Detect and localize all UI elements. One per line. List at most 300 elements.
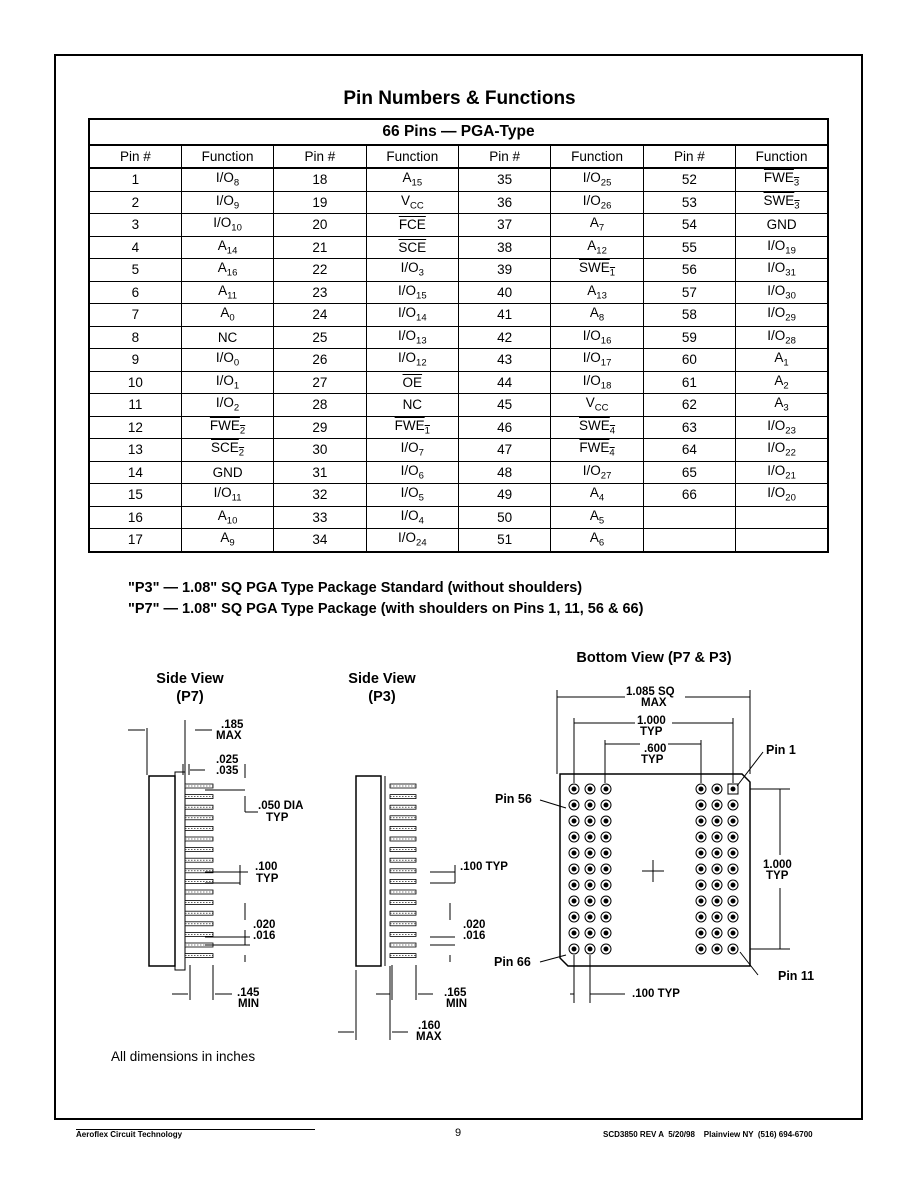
function-name: I/O	[215, 372, 234, 388]
pin-number: 37	[459, 214, 551, 237]
pin-dot	[699, 899, 703, 903]
function-name: I/O	[213, 215, 232, 231]
function-name: I/O	[215, 170, 234, 186]
p7-pins	[185, 784, 213, 958]
pin-dot	[699, 819, 703, 823]
function-subscript: 11	[227, 290, 237, 302]
header-function: Function	[366, 145, 458, 168]
page-number: 9	[455, 1127, 462, 1139]
function-subscript: 12	[596, 245, 607, 257]
function-subscript: 2	[239, 425, 246, 437]
pin-dot	[715, 931, 719, 935]
function-subscript: 15	[416, 290, 427, 302]
function-subscript: 21	[785, 470, 796, 482]
function-name: I/O	[215, 192, 234, 208]
function-name: A	[589, 507, 599, 523]
function-subscript: 5	[418, 493, 424, 505]
pin-dot	[604, 947, 608, 951]
function-name: I/O	[767, 237, 786, 253]
function-name: A	[774, 395, 784, 411]
pin-number: 60	[643, 349, 735, 372]
pin-dot	[604, 803, 608, 807]
pin-number: 38	[459, 236, 551, 259]
function-subscript: 17	[600, 358, 612, 370]
dim-1085: 1.085 SQ	[626, 686, 675, 698]
function-subscript: 7	[418, 448, 424, 460]
function-name: GND	[212, 464, 243, 480]
pin-number: 63	[643, 416, 735, 439]
side-p7-title: Side View	[156, 671, 224, 687]
function-name: NC	[217, 329, 238, 345]
pin-dot	[572, 947, 576, 951]
function-name: $\overline{SCE}$	[398, 239, 427, 255]
pin-number: 50	[459, 506, 551, 529]
function-name: FWE	[394, 417, 425, 433]
dim-025: .025	[216, 754, 239, 766]
pin-dot	[715, 883, 719, 887]
header-pin: Pin #	[643, 145, 735, 168]
function-subscript: 1	[424, 425, 430, 437]
pin-dot	[604, 899, 608, 903]
p7-body	[149, 776, 175, 966]
pin-dot	[731, 883, 735, 887]
function-name: A	[774, 372, 784, 388]
pin-dot	[731, 851, 735, 855]
function-name: I/O	[398, 305, 417, 321]
p3-description: "P3" — 1.08" SQ PGA Type Package Standard (without shoulders)	[128, 580, 583, 596]
dim-1000-top: 1.000	[637, 715, 666, 727]
pin-dot	[699, 787, 703, 791]
pin-dot	[699, 947, 703, 951]
function-name: I/O	[400, 485, 419, 501]
function-subscript: 3	[783, 403, 789, 415]
dim-165: .165	[444, 987, 467, 999]
pin-dot	[588, 803, 592, 807]
function-name: I/O	[398, 282, 417, 298]
pin-number: 36	[459, 191, 551, 214]
side-p3-sub: (P3)	[368, 689, 396, 705]
pin-number: 46	[459, 416, 551, 439]
function-subscript: 6	[418, 470, 424, 482]
pin-number: 15	[89, 484, 181, 507]
pin-dot	[699, 931, 703, 935]
pin-dot	[715, 915, 719, 919]
function-subscript: 7	[598, 223, 605, 235]
function-name: A	[589, 485, 599, 501]
dim-185: .185	[221, 719, 244, 731]
dim-145-min: MIN	[238, 998, 260, 1010]
dim-600-typ: TYP	[641, 754, 664, 766]
pin-number: 41	[459, 304, 551, 327]
pin-dot	[572, 835, 576, 839]
function-subscript: 1	[233, 380, 240, 392]
pin-number: 31	[274, 461, 366, 484]
p7-description: "P7" — 1.08" SQ PGA Type Package (with shoulders on Pins 1, 11, 56 & 66)	[128, 601, 644, 617]
pin-number: 59	[643, 326, 735, 349]
function-subscript: 28	[785, 335, 796, 347]
dim-100-typ: TYP	[256, 873, 279, 885]
pin-1-label: Pin 1	[766, 743, 796, 757]
function-name: SWE	[763, 192, 795, 208]
pin-number: 10	[89, 371, 181, 394]
function-name: A	[218, 282, 228, 298]
dim-050-dia: .050 DIA	[258, 800, 304, 812]
function-name: I/O	[400, 260, 419, 276]
dim-020-p7: .020	[253, 919, 276, 931]
pin-number: 30	[274, 439, 366, 462]
dim-100-typ-bottom: .100 TYP	[632, 988, 680, 1000]
function-name: I/O	[767, 440, 786, 456]
pin-number: 29	[274, 416, 366, 439]
pin-number: 17	[89, 529, 181, 552]
function-subscript: 8	[233, 178, 240, 190]
dim-145: .145	[237, 987, 260, 999]
pin-number: 51	[459, 529, 551, 552]
page-title: Pin Numbers & Functions	[343, 88, 576, 109]
dim-185-max: MAX	[216, 730, 242, 742]
pin-number: 20	[274, 214, 366, 237]
pin-number: 56	[643, 259, 735, 282]
pin-dot	[572, 819, 576, 823]
p3-pins	[390, 784, 416, 958]
function-name: A	[587, 282, 597, 298]
function-name: I/O	[398, 327, 417, 343]
pin-dot	[699, 851, 703, 855]
dim-100-typ-p3: .100 TYP	[460, 861, 508, 873]
function-subscript: 24	[416, 538, 427, 550]
pin-dot	[604, 787, 608, 791]
dim-1000-side-typ: TYP	[766, 870, 789, 882]
pin-number: 48	[459, 461, 551, 484]
function-name: SCE	[211, 440, 239, 456]
function-subscript: 31	[785, 268, 796, 280]
pin-number: 34	[274, 529, 366, 552]
header-function: Function	[736, 145, 828, 168]
function-name: I/O	[767, 462, 786, 478]
pin-dot	[715, 835, 719, 839]
pin-number: 21	[274, 236, 366, 259]
pin-number: 39	[459, 259, 551, 282]
pin-dot	[588, 787, 592, 791]
function-subscript: 14	[226, 245, 238, 257]
function-name: A	[220, 530, 230, 546]
function-name: GND	[766, 217, 797, 233]
pin-number: 55	[643, 236, 735, 259]
function-name: SWE	[579, 417, 610, 433]
function-subscript: 0	[233, 358, 240, 370]
pin-number: 5	[89, 259, 181, 282]
pin-number: 3	[89, 214, 181, 237]
function-name: I/O	[398, 530, 417, 546]
function-subscript: 9	[233, 200, 240, 212]
function-subscript: 1	[783, 358, 789, 370]
function-name: A	[587, 237, 597, 253]
pin-dot	[699, 803, 703, 807]
side-p7-sub: (P7)	[176, 689, 204, 705]
pin-number: 33	[274, 506, 366, 529]
function-subscript: 5	[598, 515, 605, 527]
function-name: I/O	[767, 282, 786, 298]
pin-dot	[715, 947, 719, 951]
function-subscript: 22	[785, 448, 796, 460]
dim-016-p7: .016	[253, 930, 276, 942]
dimensions-note: All dimensions in inches	[111, 1049, 256, 1064]
function-subscript: 11	[231, 493, 242, 505]
function-name: I/O	[400, 440, 419, 456]
header-pin: Pin #	[89, 145, 181, 168]
function-subscript: 9	[229, 538, 235, 550]
function-subscript: CC	[594, 403, 609, 415]
footer-doc-info: SCD3850 REV A 5/20/98 Plainview NY (516) 694-6700	[603, 1130, 813, 1139]
function-name: NC	[402, 397, 423, 413]
dim-160: .160	[418, 1020, 441, 1032]
pin-number: 27	[274, 371, 366, 394]
pin-dot	[572, 915, 576, 919]
dim-020-p3: .020	[463, 919, 486, 931]
function-name: A	[589, 305, 599, 321]
pin-11-label: Pin 11	[778, 969, 815, 983]
pin-dot	[731, 931, 735, 935]
pin-dot	[604, 883, 608, 887]
header-pin: Pin #	[274, 145, 366, 168]
header-function: Function	[181, 145, 273, 168]
dim-1085-max: MAX	[641, 697, 667, 709]
pin-number: 4	[89, 236, 181, 259]
function-name: I/O	[400, 462, 419, 478]
function-name: I/O	[767, 485, 786, 501]
pin-dot	[572, 867, 576, 871]
function-name: A	[589, 530, 599, 546]
function-name: I/O	[582, 372, 601, 388]
function-subscript: 6	[598, 538, 605, 550]
pin-number: 14	[89, 461, 181, 484]
function-name: A	[589, 215, 599, 231]
pin-dot	[604, 835, 608, 839]
side-p3-title: Side View	[348, 671, 416, 687]
pin-number: 42	[459, 326, 551, 349]
function-subscript: 4	[609, 425, 616, 437]
pin-dot	[699, 835, 703, 839]
function-subscript: 0	[229, 313, 235, 325]
header-function: Function	[551, 145, 643, 168]
function-subscript: 15	[411, 178, 423, 190]
function-subscript: 2	[233, 403, 240, 415]
function-subscript: 30	[785, 290, 796, 302]
function-name: I/O	[582, 462, 601, 478]
pin-dot	[699, 915, 703, 919]
pin-number: 6	[89, 281, 181, 304]
pin-dot	[715, 819, 719, 823]
pin-number: 8	[89, 326, 181, 349]
function-name: FWE	[209, 417, 240, 433]
pin-number: 53	[643, 191, 735, 214]
function-subscript: 23	[785, 425, 796, 437]
pin-dot	[572, 851, 576, 855]
pin-number: 28	[274, 394, 366, 417]
dim-1000-typ: TYP	[640, 726, 663, 738]
function-subscript: 4	[609, 448, 615, 460]
function-name: $\overline{FCE}$	[398, 217, 426, 233]
function-subscript: CC	[409, 200, 424, 212]
footer-company: Aeroflex Circuit Technology	[76, 1130, 183, 1139]
dim-035: .035	[216, 765, 239, 777]
pin-number: 62	[643, 394, 735, 417]
function-subscript: 26	[600, 200, 612, 212]
pin-dot	[604, 819, 608, 823]
function-name: I/O	[398, 350, 417, 366]
pin-dot	[604, 867, 608, 871]
dim-600: .600	[644, 743, 667, 755]
pin-number: 58	[643, 304, 735, 327]
pin-dot	[731, 787, 735, 791]
function-name: A	[217, 260, 227, 276]
pin-number: 54	[643, 214, 735, 237]
pin-dot	[588, 915, 592, 919]
function-name: SWE	[579, 260, 610, 276]
pin-number: 9	[89, 349, 181, 372]
pin-dot	[731, 819, 735, 823]
function-name: I/O	[215, 350, 234, 366]
pin-number: 44	[459, 371, 551, 394]
pin-dot	[572, 803, 576, 807]
pin-number: 64	[643, 439, 735, 462]
pin-number: 66	[643, 484, 735, 507]
pin-dot	[715, 851, 719, 855]
function-name: I/O	[215, 395, 234, 411]
pin-number: 49	[459, 484, 551, 507]
pin-dot	[604, 915, 608, 919]
function-subscript: 3	[793, 178, 800, 190]
pin-dot	[731, 867, 735, 871]
function-name: I/O	[582, 350, 601, 366]
pin-number: 24	[274, 304, 366, 327]
pin-dot	[572, 787, 576, 791]
function-name: $\overline{OE}$	[402, 374, 423, 390]
function-name: I/O	[213, 485, 232, 501]
dim-160-max: MAX	[416, 1031, 442, 1043]
function-name: I/O	[767, 327, 786, 343]
pin-dot	[588, 835, 592, 839]
function-name: I/O	[767, 260, 786, 276]
function-subscript: 29	[785, 313, 796, 325]
pin-number: 23	[274, 281, 366, 304]
pin-number: 32	[274, 484, 366, 507]
pin-dot	[715, 867, 719, 871]
pin-dot	[604, 931, 608, 935]
function-subscript: 16	[600, 335, 612, 347]
function-name: V	[585, 395, 595, 411]
dim-100: .100	[255, 861, 278, 873]
dim-050-typ: TYP	[266, 812, 289, 824]
function-subscript: 25	[600, 178, 612, 190]
pin-number: 2	[89, 191, 181, 214]
pin-dot	[572, 899, 576, 903]
function-subscript: 27	[600, 470, 612, 482]
bottom-view-title: Bottom View (P7 & P3)	[576, 650, 732, 666]
pin-number: 11	[89, 394, 181, 417]
pin-number: 61	[643, 371, 735, 394]
pin-dot	[604, 851, 608, 855]
pin-number: 1	[89, 168, 181, 191]
pin-dot	[699, 867, 703, 871]
pin-number: 43	[459, 349, 551, 372]
function-subscript: 10	[231, 223, 242, 235]
pin-66-label: Pin 66	[494, 955, 531, 969]
pin-dot	[731, 915, 735, 919]
pin-dot	[588, 851, 592, 855]
function-name: I/O	[582, 192, 601, 208]
pin-number: 57	[643, 281, 735, 304]
function-subscript: 10	[226, 515, 238, 527]
pin-dot	[588, 947, 592, 951]
function-subscript: 1	[609, 268, 616, 280]
function-name: I/O	[400, 507, 419, 523]
pin-dot	[588, 899, 592, 903]
pin-number: 16	[89, 506, 181, 529]
pin-number: 35	[459, 168, 551, 191]
function-subscript: 13	[416, 335, 427, 347]
p3-body	[356, 776, 381, 966]
pin-number: 47	[459, 439, 551, 462]
pin-number: 40	[459, 281, 551, 304]
function-subscript: 8	[598, 313, 605, 325]
table-caption: 66 Pins — PGA-Type	[89, 119, 828, 145]
function-name: A	[220, 305, 230, 321]
pin-dot	[572, 883, 576, 887]
pin-number: 7	[89, 304, 181, 327]
pin-dot	[731, 899, 735, 903]
pin-dot	[731, 803, 735, 807]
pin-dot	[731, 947, 735, 951]
pin-number: 25	[274, 326, 366, 349]
pin-dot	[715, 803, 719, 807]
function-name: FWE	[579, 440, 610, 456]
p7-shoulder	[175, 772, 185, 970]
pin-number: 22	[274, 259, 366, 282]
function-subscript: 18	[600, 380, 612, 392]
function-subscript: 19	[785, 245, 796, 257]
function-subscript: 12	[416, 358, 427, 370]
pin-number: 13	[89, 439, 181, 462]
function-name: A	[774, 350, 784, 366]
pin-dot	[715, 899, 719, 903]
pin-dot	[588, 867, 592, 871]
dim-016-p3: .016	[463, 930, 486, 942]
function-subscript: 4	[598, 493, 605, 505]
pin-number: 26	[274, 349, 366, 372]
pin-dot	[588, 819, 592, 823]
function-name: I/O	[767, 305, 786, 321]
dim-165-min: MIN	[446, 998, 468, 1010]
pin-dot	[715, 787, 719, 791]
function-name: A	[217, 507, 227, 523]
pin-number: 18	[274, 168, 366, 191]
function-name: A	[217, 237, 227, 253]
pin-number: 52	[643, 168, 735, 191]
function-subscript: 4	[418, 515, 424, 527]
function-subscript: 2	[238, 448, 245, 460]
function-name: A	[402, 170, 412, 186]
function-name: I/O	[582, 327, 601, 343]
pin-number: 19	[274, 191, 366, 214]
pin-number: 65	[643, 461, 735, 484]
function-subscript: 3	[418, 268, 424, 280]
function-subscript: 16	[226, 268, 238, 280]
function-name: V	[400, 192, 410, 208]
function-subscript: 3	[794, 200, 800, 212]
pin-dot	[699, 883, 703, 887]
header-pin: Pin #	[459, 145, 551, 168]
